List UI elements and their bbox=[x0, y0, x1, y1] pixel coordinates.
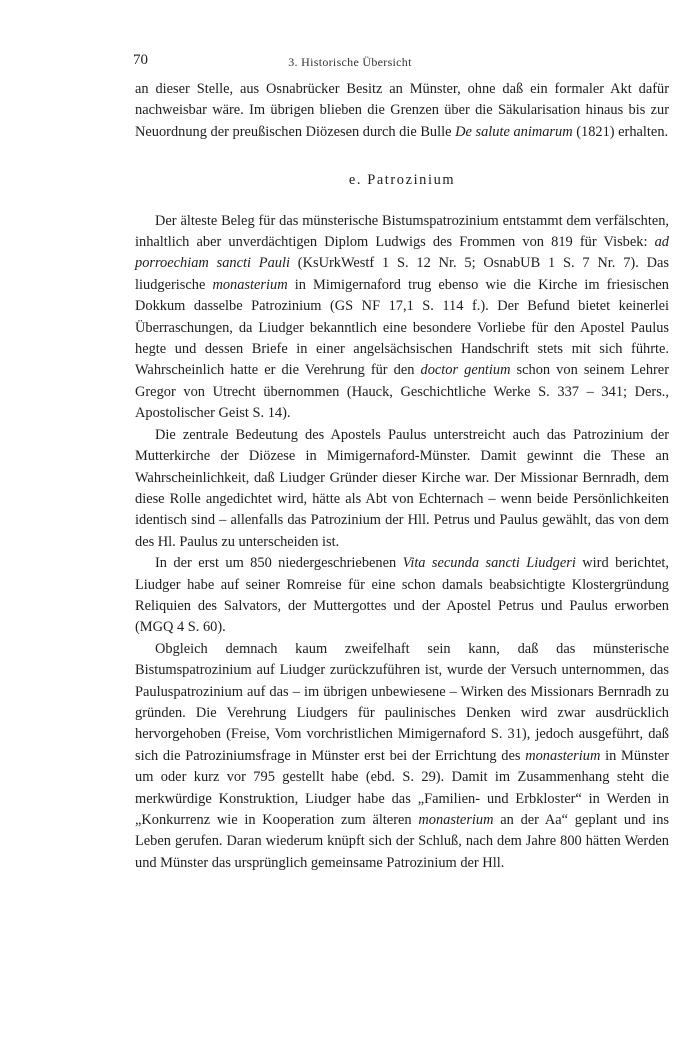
paragraph-text: an der Aa“ geplant und ins Leben gerufen. Daran wiederum knüpft sich der Schluß, nach dem Jahre 800 hätten Werden und Münster das ursprünglich gemeinsame Patrozinium der Hll. bbox=[135, 812, 669, 871]
paragraph bbox=[135, 639, 669, 874]
paragraph bbox=[135, 553, 669, 639]
paragraph-text: (1821) erhalten. bbox=[572, 123, 669, 140]
paragraph-text: Obgleich demnach kaum zweifelhaft sein kann, daß das münsterische Bistumspatrozinium auf Liudger zurückzuführen ist, wurde der Versuch unternommen, das Pauluspatrozinium auf das – im übrigen unbewiesene – Wirken des Missionars Bernradh zu gründen. Die Verehrung Liudgers für paulinisches Denken wird zwar ausdrücklich hervorgehoben (Freise, Vom vorchristlichen Mimigernaford S. 31), jedoch ausgeführt, daß sich die Patroziniumsfrage in Münster erst bei der Errichtung des bbox=[135, 640, 669, 764]
italic-latin-quote: ad porroechiam sancti Pauli bbox=[135, 234, 669, 272]
paragraph-text: in Münster um oder kurz vor 795 gestellt habe (ebd. S. 29). Damit im Zusammenhang steht die merkwürdige Konstruktion, Liudger habe das „Familien- und Erbkloster“ in Werden in „Konkurrenz wie in Kooperation zum älteren bbox=[135, 747, 669, 828]
paragraph-text: in Mimigernaford trug ebenso wie die Kirche im friesischen Dokkum dasselbe Patrozinium (GS NF 17,1 S. 114 f.). Der Befund bietet keinerlei Überraschungen, da Liudger bekanntlich eine besondere Vorliebe für den Apostel Paulus hegte und dessen Briefe in einer angelsächsischen Handschrift stets mit sich führte. Wahrscheinlich hatte er die Verehrung für den bbox=[135, 276, 669, 379]
paragraph-text: wird berichtet, Liudger habe auf seiner Romreise für eine schon damals beabsichtigte Klostergründung Reliquien des Salvators, der Muttergottes und der Apostel Petrus und Paulus erworben (MGQ 4 S. 60). bbox=[135, 555, 670, 636]
italic-latin-title: Vita secunda sancti Liudgeri bbox=[402, 555, 576, 572]
italic-latin-title: De salute animarum bbox=[455, 123, 573, 140]
paragraph-text: an dieser Stelle, aus Osnabrücker Besitz an Münster, ohne daß ein formaler Akt dafür nachweisbar wäre. Im übrigen blieben die Grenzen über die Säkularisation hinaus bis zur Neuordnung der preußischen Diözesen durch die Bulle bbox=[135, 81, 669, 140]
section-heading: e. Patrozinium bbox=[348, 172, 456, 189]
page-number: 70 bbox=[133, 52, 148, 68]
paragraph-text: In der erst um 850 niedergeschriebenen bbox=[155, 555, 403, 572]
italic-latin-term: monasterium bbox=[525, 747, 601, 764]
paragraph bbox=[135, 211, 669, 425]
paragraph-text: (KsUrkWestf 1 S. 12 Nr. 5; OsnabUB 1 S. 7 Nr. 7). Das liudgerische bbox=[135, 255, 669, 293]
running-head: 3. Historische Übersicht bbox=[288, 55, 412, 69]
paragraph-text: schon von seinem Lehrer Gregor von Utrecht übernommen (Hauck, Geschichtliche Werke S. 337 – 341; Ders., Apostolischer Geist S. 14). bbox=[135, 362, 669, 422]
paragraph-text: Der älteste Beleg für das münsterische Bistumspatrozinium entstammt dem verfälschten, inhaltlich aber unverdächtigen Diplom Ludwigs des Frommen von 819 für Visbek: bbox=[135, 212, 669, 251]
paragraph-continuation bbox=[135, 79, 669, 143]
italic-latin-term: doctor gentium bbox=[420, 362, 511, 379]
italic-latin-term: monasterium bbox=[418, 812, 494, 828]
italic-latin-term: monasterium bbox=[212, 276, 288, 293]
text-block bbox=[135, 79, 669, 874]
paragraph: Die zentrale Bedeutung des Apostels Paulus unterstreicht auch das Patrozinium der Mutterkirche der Diözese in Mimigernaford-Münster. Damit gewinnt die These an Wahrscheinlichkeit, daß Liudger Gründer dieser Kirche war. Der Missionar Bernradh, dem diese Rolle angedichtet wird, hätte als Abt von Echternach – wenn beide Persönlichkeiten identisch sind – allenfalls das Patrozinium der Hll. Petrus und Paulus gewählt, das von dem des Hl. Paulus zu unterscheiden ist. bbox=[135, 426, 669, 550]
